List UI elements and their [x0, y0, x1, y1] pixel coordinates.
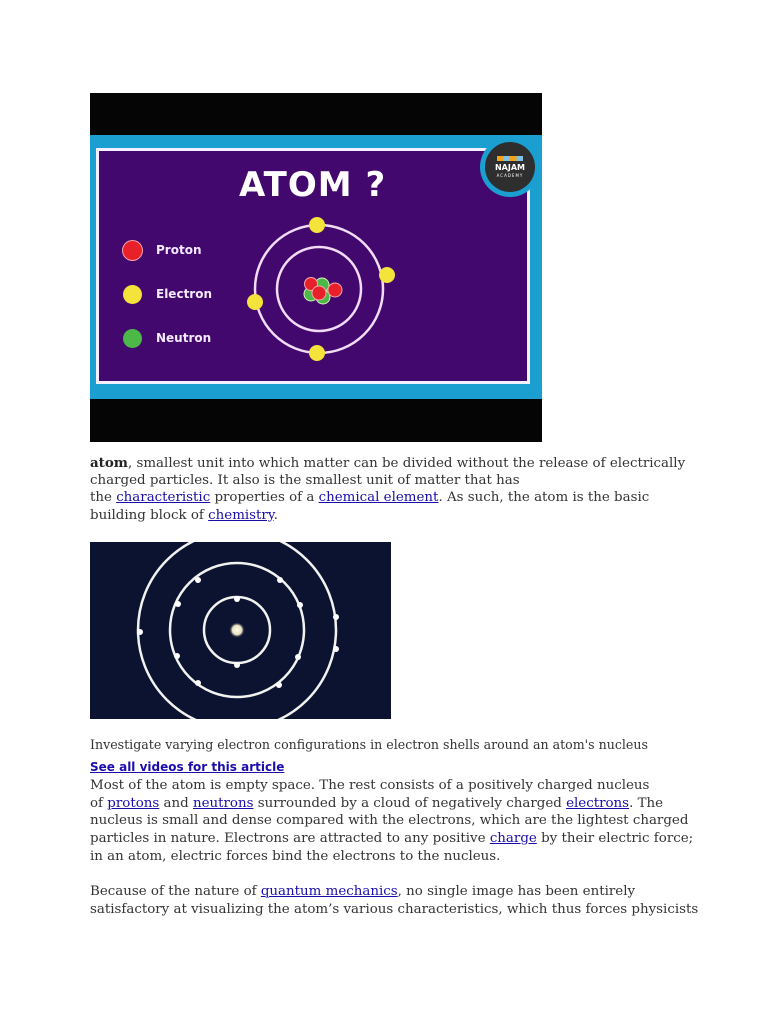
link-characteristic[interactable]: characteristic — [116, 490, 211, 505]
text: by their electric force; — [536, 831, 694, 846]
text: surrounded by a cloud of negatively charged — [253, 796, 567, 811]
atom-video-thumbnail[interactable] — [90, 93, 542, 442]
text: and — [159, 796, 193, 811]
legend-label: Proton — [156, 243, 202, 257]
neutron-dot-icon — [123, 329, 142, 348]
logo-subtitle: ACADEMY — [496, 173, 524, 178]
paragraph-3-line-1 — [90, 883, 635, 901]
text: , smallest unit into which matter can be divided without the release of electrically — [127, 456, 686, 471]
text: . The — [629, 796, 664, 811]
see-all-videos-link[interactable]: See all videos for this article — [90, 760, 285, 774]
paragraph-2-line-3: nucleus is small and dense compared with the electrons, which are the lightest charged — [90, 813, 689, 828]
link-charge[interactable]: charge — [489, 831, 537, 846]
thumbnail-frame — [90, 135, 542, 399]
text: the — [90, 490, 117, 505]
text: . — [273, 508, 278, 523]
link-neutrons[interactable]: neutrons — [192, 796, 254, 811]
link-protons[interactable]: protons — [107, 796, 160, 811]
atom-diagram-icon — [239, 209, 399, 369]
text: building block of — [90, 508, 209, 523]
logo-blocks-icon — [497, 156, 523, 161]
text: properties of a — [210, 490, 319, 505]
paragraph-1-line-2: charged particles. It also is the smallest unit of matter that has — [90, 473, 520, 488]
paragraph-2-line-1: Most of the atom is empty space. The rest consists of a positively charged nucleus — [90, 778, 650, 793]
najam-academy-logo — [480, 137, 540, 197]
paragraph-2-line-2 — [90, 795, 663, 813]
link-chemical-element[interactable]: chemical element — [318, 490, 439, 505]
figure-caption: Investigate varying electron configurations in electron shells around an atom's nucleus — [90, 737, 648, 752]
legend-label: Electron — [156, 287, 213, 301]
paragraph-2-line-5: in an atom, electric forces bind the electrons to the nucleus. — [90, 849, 501, 864]
paragraph-1-line-4 — [90, 507, 278, 525]
term-atom: atom — [90, 455, 128, 471]
text: , no single image has been entirely — [397, 884, 636, 899]
electron-shells-icon — [90, 542, 391, 719]
paragraph-3-line-2: satisfactory at visualizing the atom’s various characteristics, which thus forces physicists — [90, 902, 699, 917]
thumbnail-board — [99, 151, 527, 381]
paragraph-1-line-3 — [90, 489, 649, 507]
link-electrons[interactable]: electrons — [566, 796, 630, 811]
text: of — [90, 796, 108, 811]
proton-dot-icon — [123, 241, 142, 260]
text: . As such, the atom is the basic — [438, 490, 650, 505]
logo-name: NAJAM — [494, 163, 525, 172]
thumbnail-inner-border — [96, 148, 530, 384]
link-quantum-mechanics[interactable]: quantum mechanics — [260, 884, 398, 899]
paragraph-1-line-1 — [90, 454, 685, 473]
electron-dot-icon — [123, 285, 142, 304]
thumbnail-title: ATOM ? — [239, 165, 387, 205]
text: particles in nature. Electrons are attracted to any positive — [90, 831, 490, 846]
paragraph-2-line-4 — [90, 830, 693, 848]
link-chemistry[interactable]: chemistry — [208, 508, 274, 523]
legend-label: Neutron — [156, 331, 212, 345]
text: Because of the nature of — [90, 884, 261, 899]
electron-shells-video-thumbnail[interactable] — [90, 542, 391, 719]
